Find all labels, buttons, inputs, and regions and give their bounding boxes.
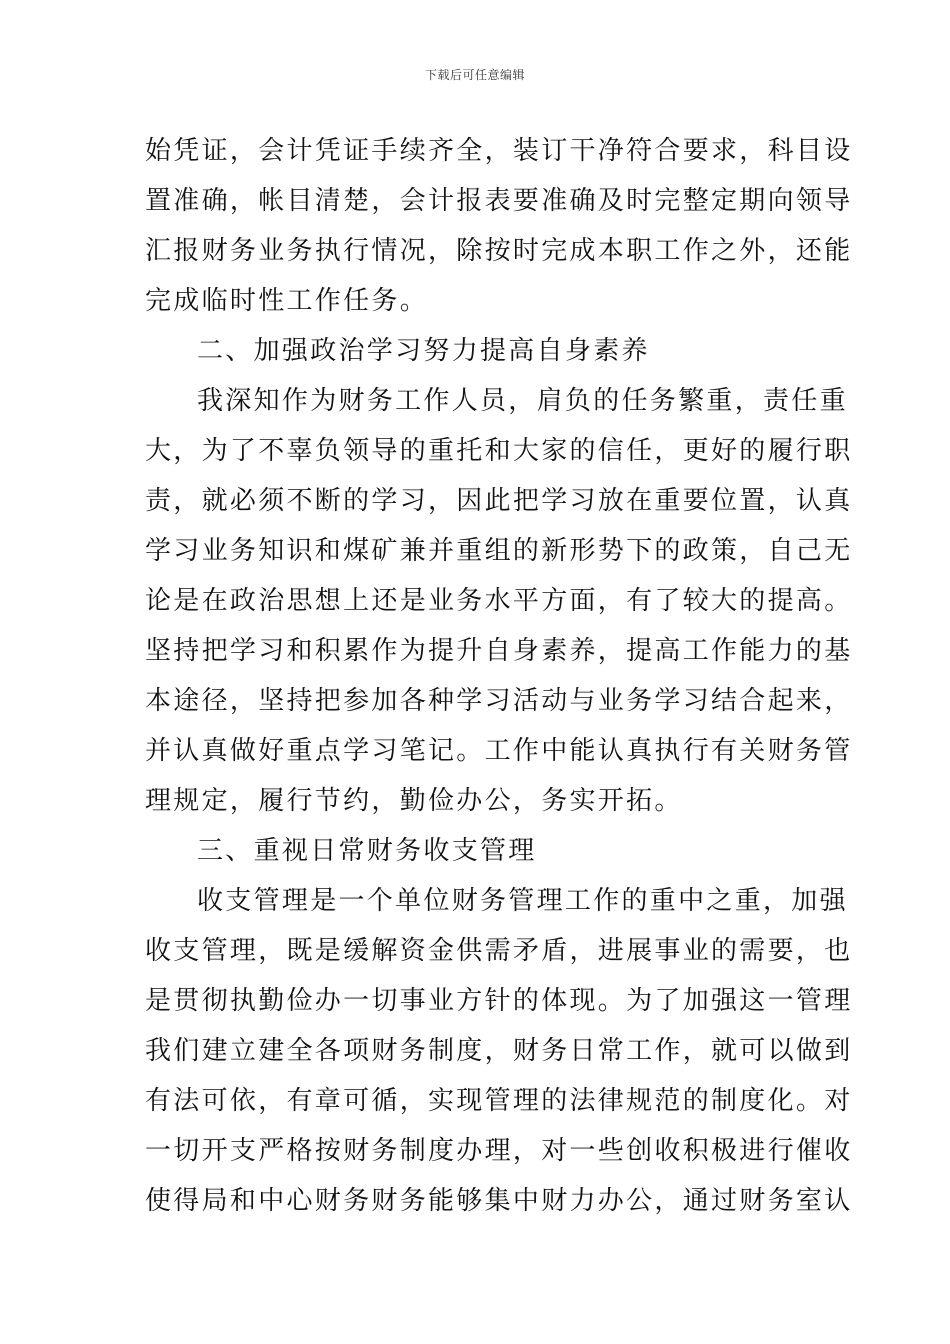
body-line: 完成临时性工作任务。 xyxy=(145,286,429,316)
body-line: 本途径，坚持把参加各种学习活动与业务学习结合起来， xyxy=(145,686,853,716)
body-line: 有法可依，有章可循，实现管理的法律规范的制度化。对 xyxy=(145,1086,853,1116)
body-line: 汇报财务业务执行情况，除按时完成本职工作之外，还能 xyxy=(145,236,853,266)
body-line: 始凭证，会计凭证手续齐全，装订干净符合要求，科目设 xyxy=(145,136,853,166)
paragraph-first-line: 收支管理是一个单位财务管理工作的重中之重，加强 xyxy=(197,886,848,916)
body-line: 学习业务知识和煤矿兼并重组的新形势下的政策，自己无 xyxy=(145,536,853,566)
body-line: 我们建立建全各项财务制度，财务日常工作，就可以做到 xyxy=(145,1036,853,1066)
body-line: 置准确，帐目清楚，会计报表要准确及时完整定期向领导 xyxy=(145,186,853,216)
body-line: 理规定，履行节约，勤俭办公，务实开拓。 xyxy=(145,786,683,816)
body-line: 论是在政治思想上还是业务水平方面，有了较大的提高。 xyxy=(145,586,853,616)
document-body xyxy=(145,126,853,1226)
section-heading-2: 二、加强政治学习努力提高自身素养 xyxy=(197,336,650,366)
paragraph-first-line: 我深知作为财务工作人员，肩负的任务繁重，责任重 xyxy=(197,386,848,416)
body-line: 大，为了不辜负领导的重托和大家的信任，更好的履行职 xyxy=(145,436,853,466)
body-line: 收支管理，既是缓解资金供需矛盾，进展事业的需要，也 xyxy=(145,936,853,966)
body-line: 责，就必须不断的学习，因此把学习放在重要位置，认真 xyxy=(145,486,853,516)
body-line: 坚持把学习和积累作为提升自身素养，提高工作能力的基 xyxy=(145,636,853,666)
body-line: 是贯彻执勤俭办一切事业方针的体现。为了加强这一管理 xyxy=(145,986,853,1016)
header-note: 下载后可任意编辑 xyxy=(424,68,525,82)
body-line: 使得局和中心财务财务能够集中财力办公，通过财务室认 xyxy=(145,1186,853,1216)
body-line: 并认真做好重点学习笔记。工作中能认真执行有关财务管 xyxy=(145,736,853,766)
body-line: 一切开支严格按财务制度办理，对一些创收积极进行催收 xyxy=(145,1136,853,1166)
section-heading-3: 三、重视日常财务收支管理 xyxy=(197,836,537,866)
